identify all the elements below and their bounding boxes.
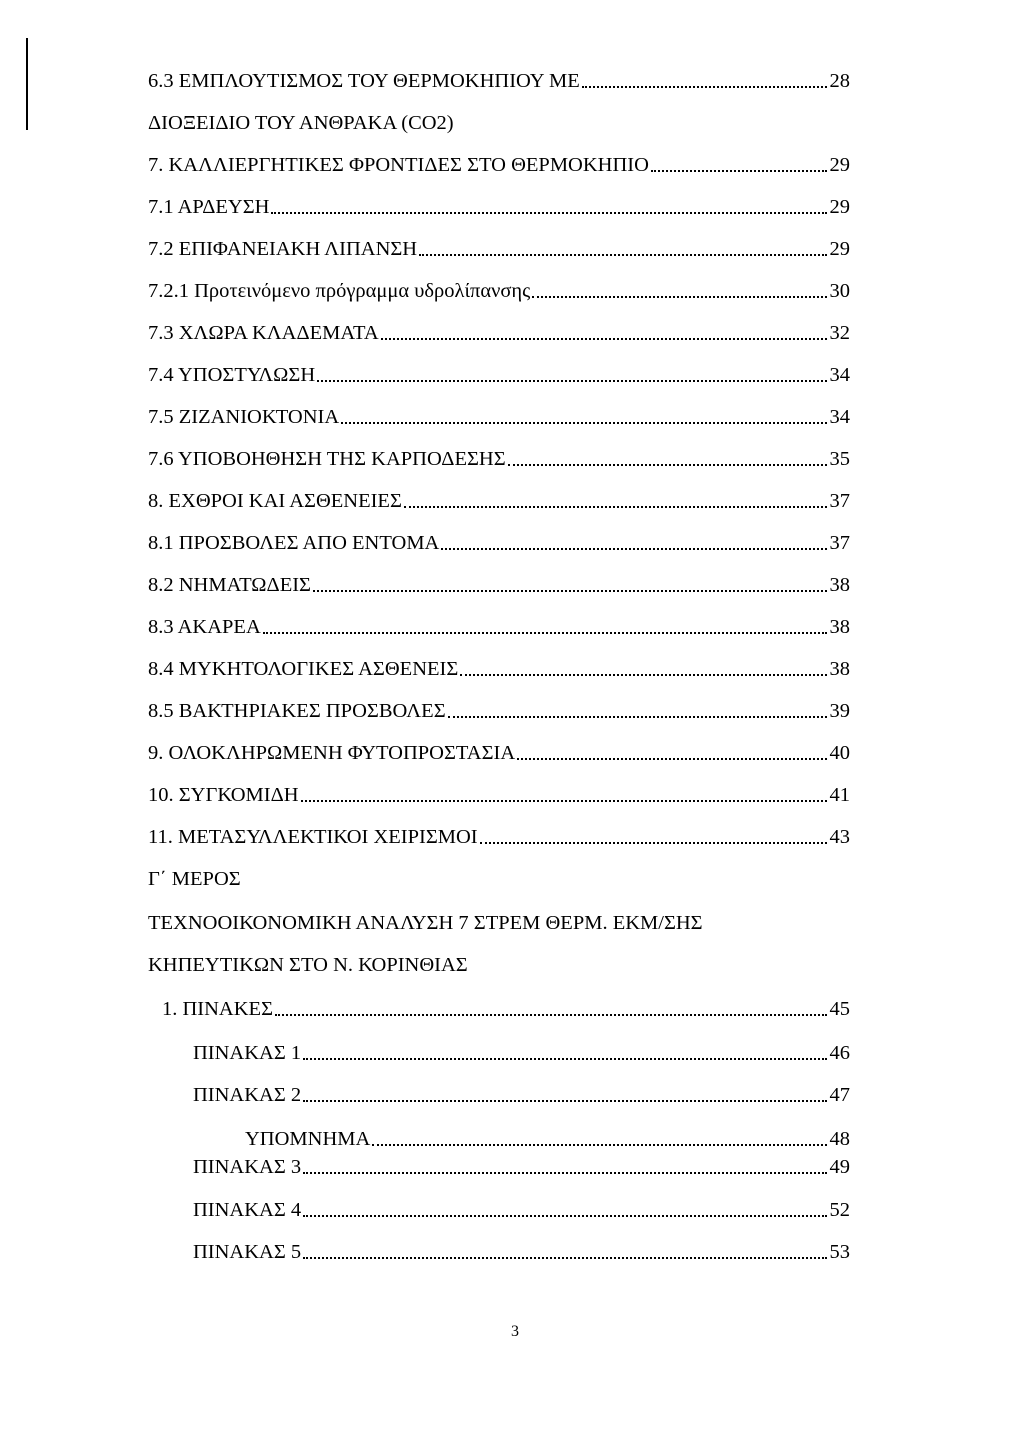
toc-entry-page: 32 — [829, 322, 850, 344]
toc-entry — [148, 530, 850, 556]
toc-entry-page: 43 — [829, 826, 850, 848]
toc-entry-page: 38 — [829, 574, 850, 596]
toc-entry-page: 37 — [829, 490, 850, 512]
toc-entry-label: ΠΙΝΑΚΑΣ 4 — [193, 1199, 302, 1221]
toc-entry-page: 29 — [829, 238, 850, 260]
toc-entry — [193, 1154, 850, 1180]
toc-entry — [148, 572, 850, 598]
toc-dot-leader — [341, 422, 826, 424]
toc-dot-leader — [271, 212, 826, 214]
toc-dot-leader — [460, 674, 826, 676]
toc-entry — [148, 68, 850, 94]
toc-entry-label: 1. ΠΙΝΑΚΕΣ — [162, 998, 273, 1020]
toc-dot-leader — [532, 296, 826, 298]
toc-dot-leader — [303, 1257, 826, 1259]
toc-entry-page: 28 — [829, 70, 850, 92]
toc-dot-leader — [303, 1172, 826, 1174]
toc-dot-leader — [263, 632, 827, 634]
toc-entry-label: ΔΙΟΞΕΙΔΙΟ ΤΟΥ ΑΝΘΡΑΚΑ (CO2) — [148, 112, 454, 134]
toc-dot-leader — [381, 338, 827, 340]
toc-entry-continuation — [148, 110, 454, 136]
toc-entry — [148, 488, 850, 514]
toc-dot-leader — [313, 590, 827, 592]
toc-entry-label: 7.3 ΧΛΩΡΑ ΚΛΑΔΕΜΑΤΑ — [148, 322, 379, 344]
toc-dot-leader — [419, 254, 826, 256]
margin-rule — [26, 38, 28, 130]
toc-entry-label: 8.2 ΝΗΜΑΤΩΔΕΙΣ — [148, 574, 311, 596]
toc-entry — [148, 194, 850, 220]
toc-entry — [148, 824, 850, 850]
toc-entry-label: ΠΙΝΑΚΑΣ 3 — [193, 1156, 302, 1178]
toc-entry-page: 29 — [829, 196, 850, 218]
toc-dot-leader — [582, 86, 827, 88]
toc-entry-page: 37 — [829, 532, 850, 554]
page-number: 3 — [511, 1323, 519, 1340]
toc-entry-page: 53 — [829, 1241, 850, 1263]
toc-entry-page: 39 — [829, 700, 850, 722]
toc-entry-page: 34 — [829, 364, 850, 386]
toc-entry — [148, 404, 850, 430]
toc-entry-label: 9. ΟΛΟΚΛΗΡΩΜΕΝΗ ΦΥΤΟΠΡΟΣΤΑΣΙΑ — [148, 742, 516, 764]
toc-entry — [193, 1239, 850, 1265]
toc-dot-leader — [372, 1144, 826, 1146]
part-title-line-2: ΚΗΠΕΥΤΙΚΩΝ ΣΤΟ Ν. ΚΟΡΙΝΘΙΑΣ — [148, 954, 468, 976]
toc-entry — [148, 782, 850, 808]
toc-entry-page: 46 — [829, 1042, 850, 1064]
toc-entry — [162, 996, 850, 1022]
toc-entry — [193, 1197, 850, 1223]
toc-entry-page: 52 — [829, 1199, 850, 1221]
toc-entry-page: 34 — [829, 406, 850, 428]
toc-entry-label: 7.1 ΑΡΔΕΥΣΗ — [148, 196, 270, 218]
toc-entry-label: 10. ΣΥΓΚΟΜΙΔΗ — [148, 784, 299, 806]
toc-entry-page: 45 — [829, 998, 850, 1020]
toc-entry-label: 8. ΕΧΘΡΟΙ ΚΑΙ ΑΣΘΕΝΕΙΕΣ — [148, 490, 402, 512]
toc-entry — [148, 278, 850, 304]
toc-entry — [148, 446, 850, 472]
toc-entry-page: 29 — [829, 154, 850, 176]
toc-entry — [148, 740, 850, 766]
toc-entry-page: 49 — [829, 1156, 850, 1178]
toc-entry-label: ΥΠΟΜΝΗΜΑ — [245, 1128, 371, 1150]
toc-entry-page: 48 — [829, 1128, 850, 1150]
toc-dot-leader — [517, 758, 826, 760]
toc-dot-leader — [303, 1100, 826, 1102]
toc-dot-leader — [404, 506, 827, 508]
toc-entry-page: 41 — [829, 784, 850, 806]
toc-entry — [245, 1126, 850, 1152]
toc-entry — [148, 656, 850, 682]
toc-entry-label: 7.5 ΖΙΖΑΝΙΟΚΤΟΝΙΑ — [148, 406, 340, 428]
toc-entry — [193, 1040, 850, 1066]
toc-entry-label: 11. ΜΕΤΑΣΥΛΛΕΚΤΙΚΟΙ ΧΕΙΡΙΣΜΟΙ — [148, 826, 478, 848]
toc-dot-leader — [441, 548, 826, 550]
toc-entry-label: ΠΙΝΑΚΑΣ 5 — [193, 1241, 302, 1263]
toc-entry — [148, 152, 850, 178]
toc-dot-leader — [303, 1058, 826, 1060]
part-title-line-1: ΤΕΧΝΟΟΙΚΟΝΟΜΙΚΗ ΑΝΑΛΥΣΗ 7 ΣΤΡΕΜ ΘΕΡΜ. ΕΚΜ/ΣΗΣ — [148, 912, 703, 934]
toc-entry-label: ΠΙΝΑΚΑΣ 1 — [193, 1042, 302, 1064]
toc-entry — [148, 362, 850, 388]
toc-dot-leader — [508, 464, 827, 466]
toc-entry-label: 8.1 ΠΡΟΣΒΟΛΕΣ ΑΠΟ ΕΝΤΟΜΑ — [148, 532, 440, 554]
toc-entry-page: 38 — [829, 616, 850, 638]
part-heading: Γ΄ ΜΕΡΟΣ — [148, 868, 241, 890]
toc-entry-page: 40 — [829, 742, 850, 764]
toc-entry-page: 38 — [829, 658, 850, 680]
toc-dot-leader — [301, 800, 827, 802]
toc-dot-leader — [275, 1014, 827, 1016]
toc-entry-label: ΠΙΝΑΚΑΣ 2 — [193, 1084, 302, 1106]
toc-dot-leader — [303, 1215, 826, 1217]
toc-dot-leader — [448, 716, 827, 718]
toc-dot-leader — [480, 842, 827, 844]
toc-entry-label: 8.5 ΒΑΚΤΗΡΙΑΚΕΣ ΠΡΟΣΒΟΛΕΣ — [148, 700, 446, 722]
toc-entry-label: 7.6 ΥΠΟΒΟΗΘΗΣΗ ΤΗΣ ΚΑΡΠΟΔΕΣΗΣ — [148, 448, 506, 470]
toc-entry — [148, 698, 850, 724]
toc-entry-label: 7.2 ΕΠΙΦΑΝΕΙΑΚΗ ΛΙΠΑΝΣΗ — [148, 238, 418, 260]
toc-entry — [148, 236, 850, 262]
toc-entry-label: 8.4 ΜΥΚΗΤΟΛΟΓΙΚΕΣ ΑΣΘΕΝΕΙΣ — [148, 658, 459, 680]
toc-entry — [148, 614, 850, 640]
toc-entry — [193, 1082, 850, 1108]
toc-entry-label: 8.3 ΑΚΑΡΕΑ — [148, 616, 261, 638]
toc-entry-label: 7.2.1 Προτεινόμενο πρόγραμμα υδρολίπανσης — [148, 280, 531, 302]
toc-dot-leader — [651, 170, 827, 172]
toc-entry-page: 35 — [829, 448, 850, 470]
toc-entry-page: 47 — [829, 1084, 850, 1106]
toc-dot-leader — [317, 380, 826, 382]
toc-entry — [148, 320, 850, 346]
toc-entry-label: 7.4 ΥΠΟΣΤΥΛΩΣΗ — [148, 364, 316, 386]
toc-entry-label: 6.3 ΕΜΠΛΟΥΤΙΣΜΟΣ ΤΟΥ ΘΕΡΜΟΚΗΠΙΟΥ ΜΕ — [148, 70, 580, 92]
toc-entry-label: 7. ΚΑΛΛΙΕΡΓΗΤΙΚΕΣ ΦΡΟΝΤΙΔΕΣ ΣΤΟ ΘΕΡΜΟΚΗΠΙΟ — [148, 154, 649, 176]
toc-entry-page: 30 — [829, 280, 850, 302]
